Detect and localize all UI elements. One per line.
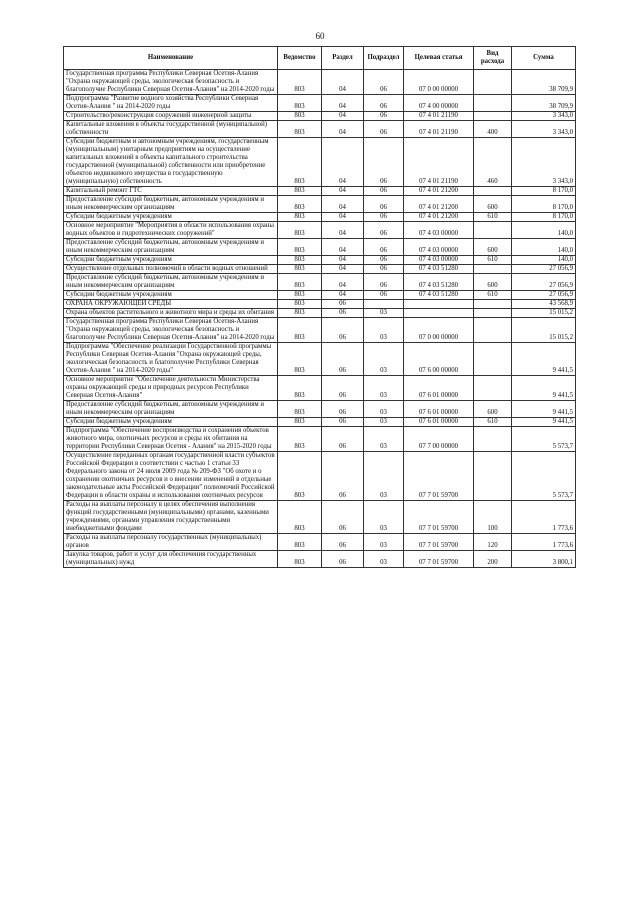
- table-row: [64, 222, 576, 239]
- row-target-cell: 07 4 03 00000: [404, 256, 474, 265]
- table-row: [64, 376, 576, 401]
- row-name-cell: Субсидии бюджетным учреждениям: [64, 418, 278, 427]
- row-subsection-cell: 06: [364, 121, 404, 138]
- row-target-cell: 07 4 01 21190: [404, 138, 474, 187]
- table-row: [64, 291, 576, 300]
- col-header-target: Целевая статья: [404, 47, 474, 70]
- row-expense-type-cell: 100: [474, 501, 512, 534]
- table-row: [64, 534, 576, 551]
- row-expense-type-cell: 400: [474, 121, 512, 138]
- row-subsection-cell: 03: [364, 418, 404, 427]
- row-section-cell: 06: [322, 376, 364, 401]
- row-sum-cell: 15 015,2: [512, 309, 576, 318]
- row-expense-type-cell: [474, 95, 512, 112]
- row-sum-cell: 3 800,1: [512, 551, 576, 568]
- row-subsection-cell: 03: [364, 452, 404, 501]
- table-row: [64, 274, 576, 291]
- row-subsection-cell: 03: [364, 309, 404, 318]
- row-section-cell: 04: [322, 291, 364, 300]
- row-target-cell: 07 0 00 00000: [404, 318, 474, 343]
- row-target-cell: 07 7 01 59700: [404, 551, 474, 568]
- col-header-expense-type: Вид расхода: [474, 47, 512, 70]
- row-sum-cell: 27 056,9: [512, 291, 576, 300]
- row-section-cell: 06: [322, 501, 364, 534]
- row-subsection-cell: 06: [364, 138, 404, 187]
- table-row: [64, 343, 576, 376]
- row-name-cell: Осуществление отдельных полномочий в области водных отношений: [64, 265, 278, 274]
- row-sum-cell: 140,0: [512, 222, 576, 239]
- row-section-cell: 04: [322, 213, 364, 222]
- row-sum-cell: 38 709,9: [512, 95, 576, 112]
- row-target-cell: 07 4 01 21200: [404, 213, 474, 222]
- row-subsection-cell: 06: [364, 265, 404, 274]
- table-row: [64, 95, 576, 112]
- row-subsection-cell: 06: [364, 213, 404, 222]
- row-dept-cell: 803: [278, 138, 322, 187]
- row-subsection-cell: 06: [364, 291, 404, 300]
- row-section-cell: 06: [322, 452, 364, 501]
- row-target-cell: 07 4 00 00000: [404, 95, 474, 112]
- row-name-cell: Подпрограмма "Развитие водного хозяйства Республики Северная Осетия-Алания " на 2014-2020 годы: [64, 95, 278, 112]
- table-row: [64, 551, 576, 568]
- row-target-cell: 07 4 01 21200: [404, 196, 474, 213]
- row-name-cell: Капитальные вложения в объекты государственной (муниципальной) собственности: [64, 121, 278, 138]
- row-section-cell: 04: [322, 112, 364, 121]
- row-dept-cell: 803: [278, 256, 322, 265]
- row-dept-cell: 803: [278, 501, 322, 534]
- row-sum-cell: 38 709,9: [512, 70, 576, 95]
- row-target-cell: [404, 300, 474, 309]
- row-dept-cell: 803: [278, 452, 322, 501]
- row-dept-cell: 803: [278, 291, 322, 300]
- table-row: [64, 121, 576, 138]
- row-dept-cell: 803: [278, 187, 322, 196]
- row-target-cell: 07 6 00 00000: [404, 343, 474, 376]
- row-name-cell: Государственная программа Республики Северная Осетия-Алания "Охрана окружающей среды, экологическая безопасность и благополучие Республики Северная Осетия-Алания" на 2014-2020 годы: [64, 318, 278, 343]
- row-expense-type-cell: 600: [474, 239, 512, 256]
- row-dept-cell: 803: [278, 239, 322, 256]
- row-dept-cell: 803: [278, 418, 322, 427]
- row-section-cell: 04: [322, 274, 364, 291]
- row-sum-cell: 8 170,0: [512, 196, 576, 213]
- row-name-cell: Закупка товаров, работ и услуг для обеспечения государственных (муниципальных) нужд: [64, 551, 278, 568]
- row-section-cell: 06: [322, 401, 364, 418]
- row-dept-cell: 803: [278, 318, 322, 343]
- row-expense-type-cell: 600: [474, 196, 512, 213]
- row-dept-cell: 803: [278, 427, 322, 452]
- row-subsection-cell: [364, 300, 404, 309]
- row-name-cell: Основное мероприятие "Обеспечение деятельности Министерства охраны окружающей среды и природных ресурсов Республики Северная Осетия-Алания": [64, 376, 278, 401]
- row-target-cell: 07 7 01 59700: [404, 452, 474, 501]
- table-row: [64, 452, 576, 501]
- row-name-cell: Государственная программа Республики Северная Осетия-Алания "Охрана окружающей среды, экологическая безопасность и благополучие Республики Северная Осетия-Алания" на 2014-2020 годы: [64, 70, 278, 95]
- row-name-cell: Подпрограмма "Обеспечение реализации Государственной программы Республики Северная Осетия-Алания "Охрана окружающей среды, экологическая безопасность и благополучие Республики Северная Осетия-Алания " на 2014-2020 годы": [64, 343, 278, 376]
- row-section-cell: 06: [322, 427, 364, 452]
- row-section-cell: 06: [322, 343, 364, 376]
- row-name-cell: Подпрограмма "Обеспечение воспроизводства и сохранения объектов животного мира, охотничьих ресурсов и среды их обитания на территории Республики Северная Осетия - Алания" на 2015-2020 годы: [64, 427, 278, 452]
- row-expense-type-cell: [474, 376, 512, 401]
- table-row: [64, 196, 576, 213]
- row-subsection-cell: 03: [364, 427, 404, 452]
- row-expense-type-cell: 610: [474, 213, 512, 222]
- row-target-cell: 07 4 03 51280: [404, 291, 474, 300]
- row-section-cell: 06: [322, 534, 364, 551]
- row-name-cell: Предоставление субсидий бюджетным, автономным учреждениям и иным некоммерческим организациям: [64, 401, 278, 418]
- row-dept-cell: 803: [278, 300, 322, 309]
- row-section-cell: 04: [322, 265, 364, 274]
- row-sum-cell: 140,0: [512, 239, 576, 256]
- row-sum-cell: 8 170,0: [512, 213, 576, 222]
- budget-table: [63, 46, 576, 568]
- row-target-cell: 07 6 01 00000: [404, 401, 474, 418]
- row-target-cell: 07 4 01 21200: [404, 187, 474, 196]
- row-dept-cell: 803: [278, 112, 322, 121]
- row-section-cell: 04: [322, 222, 364, 239]
- row-dept-cell: 803: [278, 213, 322, 222]
- row-section-cell: 04: [322, 70, 364, 95]
- row-target-cell: 07 4 03 51280: [404, 274, 474, 291]
- row-name-cell: Осуществление переданных органам государственной власти субъектов Российской Федерации в соответствии с частью 1 статьи 33 Федерального закона от 24 июля 2009 года № 209-ФЗ "Об охоте и о сохранении охотничьих ресурсов и о внесении изменений в отдельные законодательные акты Российской Федерации" полномочий Российской Федерации в области охраны и использования охотничьих ресурсов: [64, 452, 278, 501]
- row-subsection-cell: 06: [364, 112, 404, 121]
- row-section-cell: 04: [322, 95, 364, 112]
- row-name-cell: Охрана объектов растительного и животного мира и среды их обитания: [64, 309, 278, 318]
- row-section-cell: 04: [322, 187, 364, 196]
- row-expense-type-cell: [474, 222, 512, 239]
- row-subsection-cell: 06: [364, 70, 404, 95]
- row-expense-type-cell: 610: [474, 256, 512, 265]
- row-expense-type-cell: 610: [474, 291, 512, 300]
- col-header-subsection: Подраздел: [364, 47, 404, 70]
- row-dept-cell: 803: [278, 309, 322, 318]
- row-dept-cell: 803: [278, 265, 322, 274]
- row-expense-type-cell: [474, 112, 512, 121]
- row-section-cell: 04: [322, 196, 364, 213]
- row-target-cell: 07 0 00 00000: [404, 70, 474, 95]
- col-header-sum: Сумма: [512, 47, 576, 70]
- row-expense-type-cell: 460: [474, 138, 512, 187]
- table-row: [64, 239, 576, 256]
- row-expense-type-cell: [474, 318, 512, 343]
- row-dept-cell: 803: [278, 534, 322, 551]
- row-dept-cell: 803: [278, 274, 322, 291]
- row-sum-cell: 9 441,5: [512, 401, 576, 418]
- row-name-cell: Основное мероприятие "Мероприятия в области использования охраны водных объектов и гидротехнических сооружений": [64, 222, 278, 239]
- row-subsection-cell: 06: [364, 187, 404, 196]
- row-name-cell: Предоставление субсидий бюджетным, автономным учреждениям и иным некоммерческим организациям: [64, 239, 278, 256]
- table-row: [64, 501, 576, 534]
- row-name-cell: Расходы на выплаты персоналу в целях обеспечения выполнения функций государственными (муниципальными) органами, казенными учреждениями, органами управления государственными внебюджетными фондами: [64, 501, 278, 534]
- row-target-cell: 07 4 03 00000: [404, 239, 474, 256]
- row-dept-cell: 803: [278, 70, 322, 95]
- row-name-cell: Предоставление субсидий бюджетным, автономным учреждениям и иным некоммерческим организациям: [64, 196, 278, 213]
- row-expense-type-cell: 200: [474, 551, 512, 568]
- row-section-cell: 06: [322, 318, 364, 343]
- table-row: [64, 265, 576, 274]
- row-sum-cell: 140,0: [512, 256, 576, 265]
- table-row: [64, 112, 576, 121]
- row-sum-cell: 3 343,0: [512, 138, 576, 187]
- row-subsection-cell: 06: [364, 274, 404, 291]
- row-dept-cell: 803: [278, 222, 322, 239]
- row-dept-cell: 803: [278, 343, 322, 376]
- table-row: [64, 300, 576, 309]
- table-row: [64, 309, 576, 318]
- row-section-cell: 06: [322, 418, 364, 427]
- row-dept-cell: 803: [278, 95, 322, 112]
- row-sum-cell: 9 441,5: [512, 418, 576, 427]
- row-subsection-cell: 06: [364, 196, 404, 213]
- row-target-cell: 07 4 03 00000: [404, 222, 474, 239]
- col-header-section: Раздел: [322, 47, 364, 70]
- row-subsection-cell: 03: [364, 534, 404, 551]
- row-expense-type-cell: [474, 70, 512, 95]
- row-name-cell: Предоставление субсидий бюджетным, автономным учреждениям и иным некоммерческим организациям: [64, 274, 278, 291]
- row-dept-cell: 803: [278, 196, 322, 213]
- col-header-dept: Ведомство: [278, 47, 322, 70]
- row-expense-type-cell: 600: [474, 274, 512, 291]
- row-target-cell: 07 4 01 21190: [404, 121, 474, 138]
- row-dept-cell: 803: [278, 376, 322, 401]
- row-subsection-cell: 06: [364, 239, 404, 256]
- row-expense-type-cell: 120: [474, 534, 512, 551]
- row-target-cell: 07 7 00 00000: [404, 427, 474, 452]
- col-header-name: Наименование: [64, 47, 278, 70]
- table-row: [64, 138, 576, 187]
- row-subsection-cell: 03: [364, 343, 404, 376]
- row-subsection-cell: 03: [364, 551, 404, 568]
- row-subsection-cell: 03: [364, 376, 404, 401]
- row-sum-cell: 5 573,7: [512, 427, 576, 452]
- row-section-cell: 04: [322, 138, 364, 187]
- row-target-cell: 07 6 01 00000: [404, 376, 474, 401]
- row-name-cell: Расходы на выплаты персоналу государственных (муниципальных) органов: [64, 534, 278, 551]
- row-expense-type-cell: [474, 300, 512, 309]
- row-subsection-cell: 03: [364, 501, 404, 534]
- row-sum-cell: 3 343,0: [512, 112, 576, 121]
- row-name-cell: Строительство/реконструкция сооружений инженерной защиты: [64, 112, 278, 121]
- row-sum-cell: 27 056,9: [512, 265, 576, 274]
- table-row: [64, 427, 576, 452]
- row-section-cell: 04: [322, 239, 364, 256]
- row-subsection-cell: 03: [364, 401, 404, 418]
- row-subsection-cell: 06: [364, 95, 404, 112]
- row-dept-cell: 803: [278, 401, 322, 418]
- table-row: [64, 318, 576, 343]
- row-section-cell: 06: [322, 300, 364, 309]
- row-target-cell: 07 4 01 21190: [404, 112, 474, 121]
- table-row: [64, 70, 576, 95]
- row-expense-type-cell: [474, 452, 512, 501]
- row-sum-cell: 15 015,2: [512, 318, 576, 343]
- row-section-cell: 04: [322, 121, 364, 138]
- row-dept-cell: 803: [278, 551, 322, 568]
- table-row: [64, 418, 576, 427]
- row-expense-type-cell: [474, 343, 512, 376]
- row-name-cell: Субсидии бюджетным и автономным учреждениям, государственным (муниципальным) унитарным предприятиям на осуществление капитальных вложений в объекты капитального строительства государственной (муниципальной) собственности или приобретение объектов недвижимого имущества в государственную (муниципальную) собственность: [64, 138, 278, 187]
- row-section-cell: 06: [322, 309, 364, 318]
- row-dept-cell: 803: [278, 121, 322, 138]
- row-target-cell: 07 7 01 59700: [404, 534, 474, 551]
- row-expense-type-cell: [474, 265, 512, 274]
- table-header-row: [64, 47, 576, 70]
- table-row: [64, 256, 576, 265]
- row-target-cell: 07 4 03 51280: [404, 265, 474, 274]
- page-number: 60: [315, 31, 325, 41]
- row-expense-type-cell: [474, 427, 512, 452]
- row-subsection-cell: 06: [364, 256, 404, 265]
- row-sum-cell: 8 170,0: [512, 187, 576, 196]
- row-subsection-cell: 06: [364, 222, 404, 239]
- row-expense-type-cell: [474, 187, 512, 196]
- table-row: [64, 213, 576, 222]
- row-target-cell: 07 6 01 00000: [404, 418, 474, 427]
- row-sum-cell: 9 441,5: [512, 343, 576, 376]
- row-expense-type-cell: [474, 309, 512, 318]
- row-name-cell: Капитальный ремонт ГТС: [64, 187, 278, 196]
- row-sum-cell: 1 773,6: [512, 501, 576, 534]
- table-row: [64, 187, 576, 196]
- row-sum-cell: 27 056,9: [512, 274, 576, 291]
- row-sum-cell: 1 773,6: [512, 534, 576, 551]
- row-sum-cell: 3 343,0: [512, 121, 576, 138]
- row-section-cell: 06: [322, 551, 364, 568]
- row-expense-type-cell: 600: [474, 401, 512, 418]
- row-target-cell: 07 7 01 59700: [404, 501, 474, 534]
- row-name-cell: ОХРАНА ОКРУЖАЮЩЕЙ СРЕДЫ: [64, 300, 278, 309]
- row-name-cell: Субсидии бюджетным учреждениям: [64, 291, 278, 300]
- row-subsection-cell: 03: [364, 318, 404, 343]
- row-section-cell: 04: [322, 256, 364, 265]
- row-sum-cell: 5 573,7: [512, 452, 576, 501]
- row-name-cell: Субсидии бюджетным учреждениям: [64, 213, 278, 222]
- row-name-cell: Субсидии бюджетным учреждениям: [64, 256, 278, 265]
- row-sum-cell: 43 568,9: [512, 300, 576, 309]
- table-row: [64, 401, 576, 418]
- row-target-cell: [404, 309, 474, 318]
- row-expense-type-cell: 610: [474, 418, 512, 427]
- row-sum-cell: 9 441,5: [512, 376, 576, 401]
